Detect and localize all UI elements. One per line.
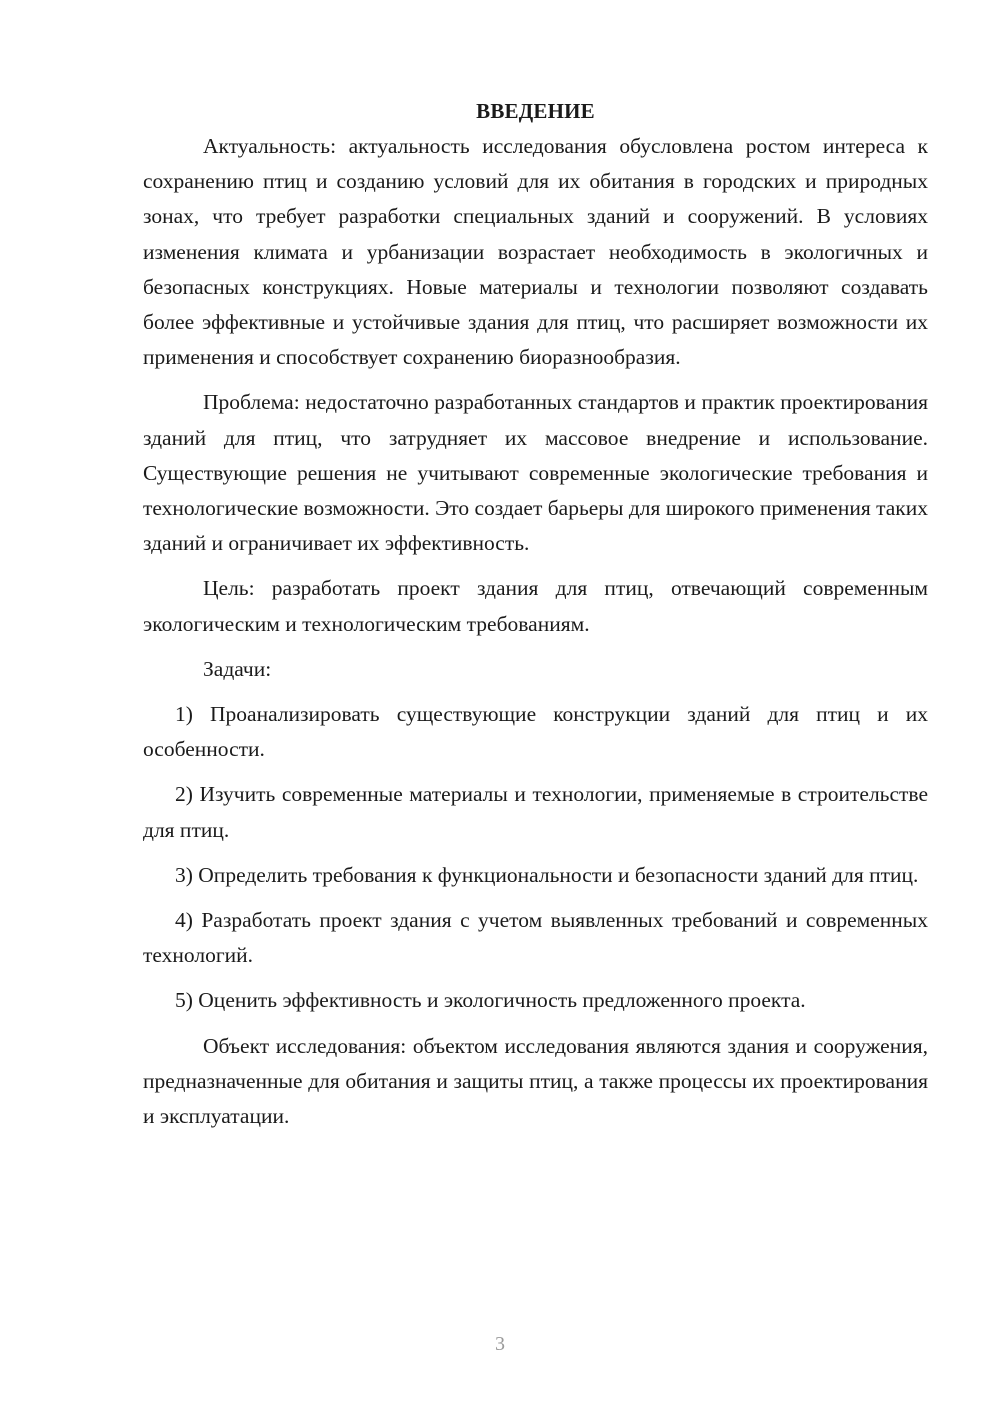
task-item-3: 3) Определить требования к функциональности и безопасности зданий для птиц. — [175, 862, 919, 887]
task-item-5: 5) Оценить эффективность и экологичность предложенного проекта. — [175, 988, 806, 1013]
task-item-1: 1) Проанализировать существующие конструкции зданий для птиц и их особенности. — [143, 702, 928, 762]
task-item-4: 4) Разработать проект здания с учетом выявленных требований и современных технологий. — [143, 908, 928, 968]
task-item-2: 2) Изучить современные материалы и технологии, применяемые в строительстве для птиц. — [143, 782, 928, 842]
goal-paragraph: Цель: разработать проект здания для птиц, отвечающий современным экологическим и технологическим требованиям. — [143, 576, 928, 636]
relevance-paragraph: Актуальность: актуальность исследования обусловлена ростом интереса к сохранению птиц и созданию условий для их обитания в городских и природных зонах, что требует разработки специальных зданий и сооружений. В условиях изменения климата и урбанизации возрастает необходимость в экологичных и безопасных конструкциях. Новые материалы и технологии позволяют создавать более эффективные и устойчивые здания для птиц, что расширяет возможности их применения и способствует сохранению биоразнообразия. — [143, 134, 928, 370]
tasks-heading: Задачи: — [203, 656, 272, 681]
tasks-list — [143, 697, 928, 1019]
section-title: ВВЕДЕНИЕ — [476, 99, 595, 123]
page-number: 3 — [495, 1333, 505, 1355]
object-paragraph: Объект исследования: объектом исследования являются здания и сооружения, предназначенные для обитания и защиты птиц, а также процессы их проектирования и эксплуатации. — [143, 1033, 928, 1129]
document-page — [143, 94, 928, 1144]
problem-paragraph: Проблема: недостаточно разработанных стандартов и практик проектирования зданий для птиц, что затрудняет их массовое внедрение и использование. Существующие решения не учитывают современные экологические требования и технологические возможности. Это создает барьеры для широкого применения таких зданий и ограничивает их эффективность. — [143, 390, 929, 556]
